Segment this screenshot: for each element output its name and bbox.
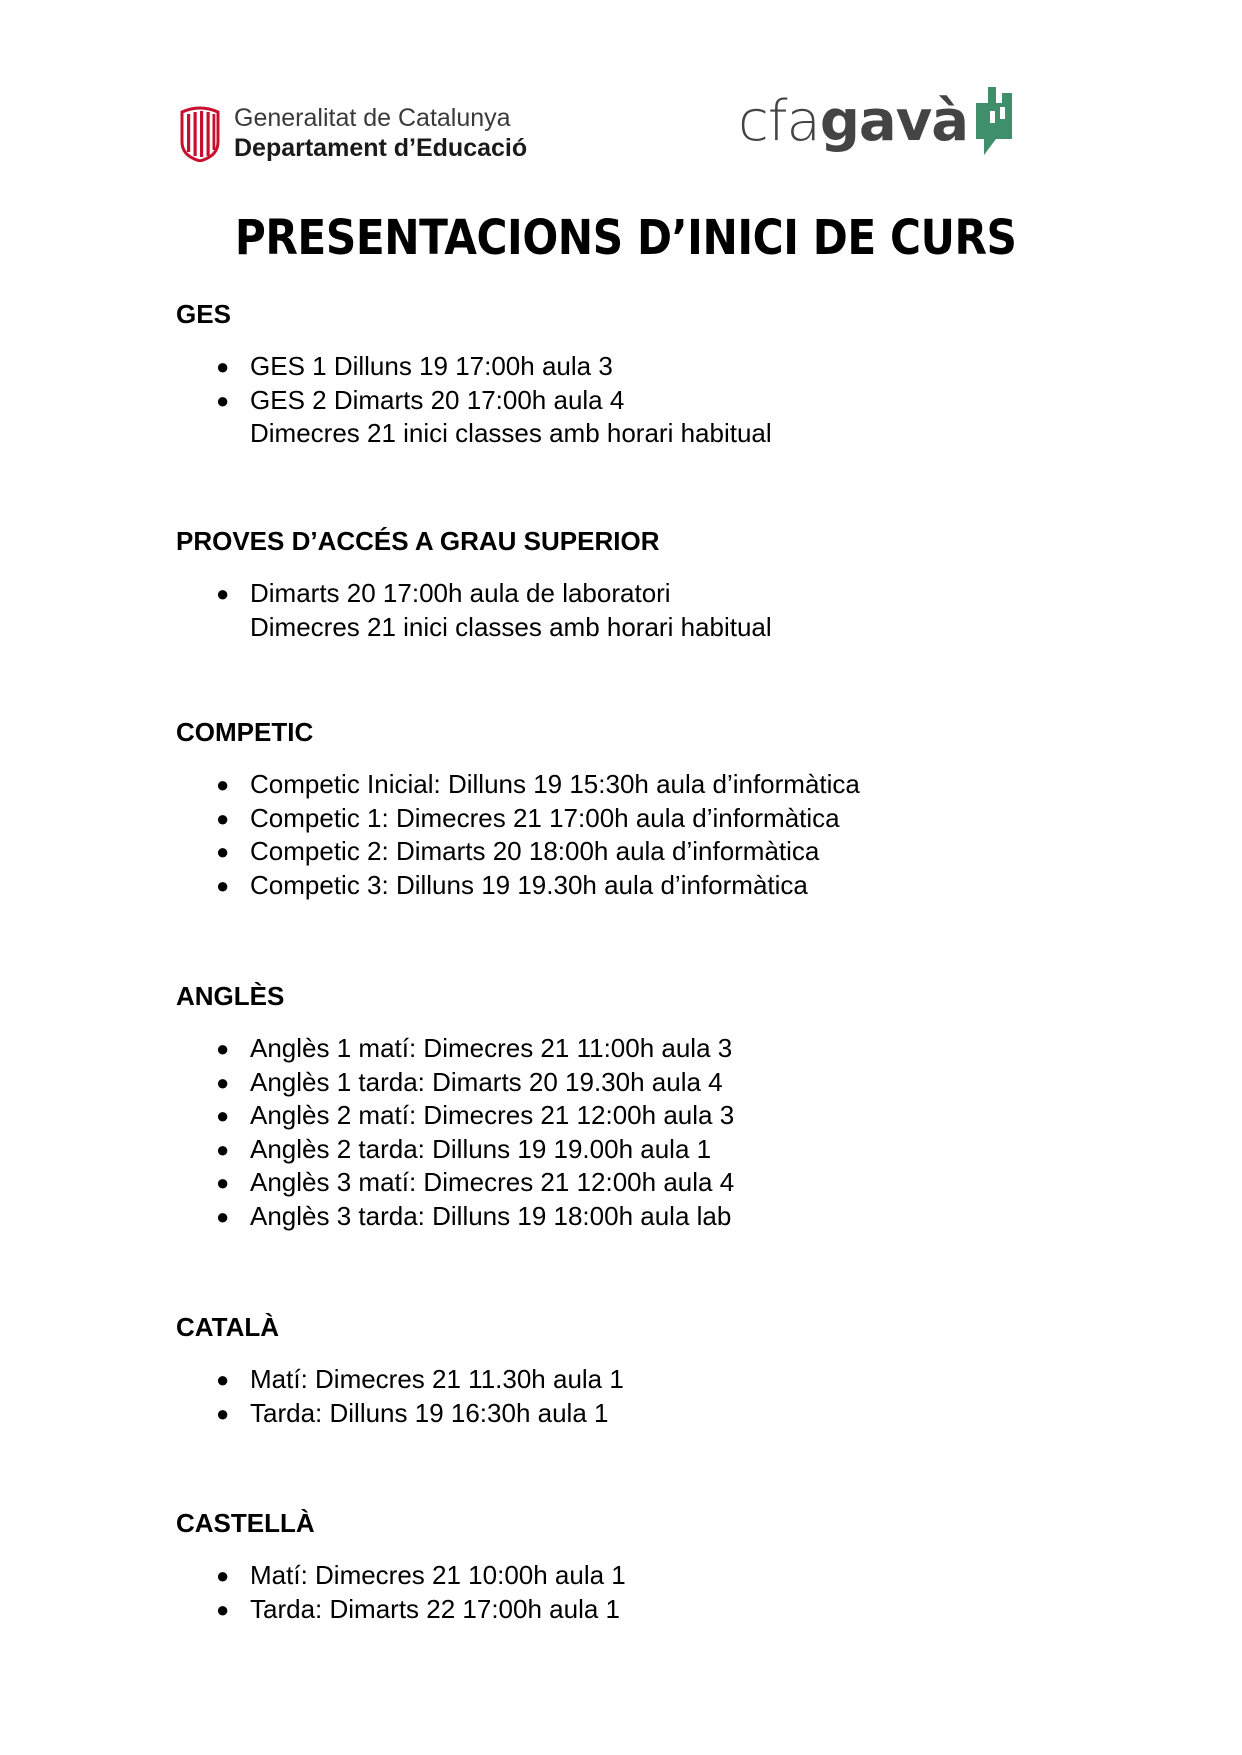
schedule-list bbox=[176, 1559, 1176, 1626]
schedule-list bbox=[176, 1363, 1176, 1430]
list-item: ● GES 2 Dimarts 20 17:00h aula 4 Dimecres 21 inici classes amb horari habitual bbox=[176, 384, 1176, 451]
generalitat-logo bbox=[178, 104, 527, 163]
list-item: ● Anglès 2 matí: Dimecres 21 12:00h aula 3 bbox=[176, 1099, 1176, 1133]
bullet-icon: ● bbox=[216, 387, 230, 413]
gava-logo-text: gavà bbox=[819, 88, 968, 154]
section-heading: ANGLÈS bbox=[176, 981, 285, 1011]
list-item: ● Matí: Dimecres 21 10:00h aula 1 bbox=[176, 1559, 1176, 1593]
section-heading: CASTELLÀ bbox=[176, 1508, 315, 1538]
castle-speech-bubble-icon bbox=[970, 83, 1018, 159]
cfa-logo-text: cfa bbox=[738, 88, 820, 154]
page-title: PRESENTACIONS D’INICI DE CURS bbox=[234, 210, 1017, 266]
bullet-icon: ● bbox=[216, 839, 230, 864]
section-catala bbox=[176, 1311, 1176, 1430]
section-heading: GES bbox=[176, 299, 231, 329]
section-heading: COMPETIC bbox=[176, 717, 314, 747]
section-proves-acces bbox=[176, 525, 1176, 644]
schedule-note: Dimecres 21 inici classes amb horari habitual bbox=[250, 418, 772, 448]
bullet-icon: ● bbox=[216, 581, 230, 606]
section-heading: PROVES D’ACCÉS A GRAU SUPERIOR bbox=[176, 526, 660, 556]
list-item: ● Anglès 2 tarda: Dilluns 19 19.00h aula 1 bbox=[176, 1133, 1176, 1167]
list-item: ● Anglès 1 tarda: Dimarts 20 19.30h aula 4 bbox=[176, 1066, 1176, 1100]
schedule-note: Dimecres 21 inici classes amb horari habitual bbox=[250, 611, 772, 642]
bullet-icon: ● bbox=[216, 805, 230, 831]
bullet-icon: ● bbox=[216, 1563, 230, 1588]
list-item: ● Competic Inicial: Dilluns 19 15:30h aula d’informàtica bbox=[176, 768, 1176, 802]
generalitat-emblem-icon bbox=[178, 106, 222, 162]
list-item: ● Competic 1: Dimecres 21 17:00h aula d’informàtica bbox=[176, 802, 1176, 836]
bullet-icon: ● bbox=[216, 872, 230, 898]
list-item: ● GES 1 Dilluns 19 17:00h aula 3 bbox=[176, 350, 1176, 384]
bullet-icon: ● bbox=[216, 1596, 230, 1622]
list-item: ● Tarda: Dilluns 19 16:30h aula 1 bbox=[176, 1397, 1176, 1431]
schedule-list bbox=[176, 577, 1176, 644]
list-item: ● Competic 2: Dimarts 20 18:00h aula d’informàtica bbox=[176, 835, 1176, 869]
schedule-list bbox=[176, 350, 1176, 451]
list-item: ● Dimarts 20 17:00h aula de laboratori Dimecres 21 inici classes amb horari habitual bbox=[176, 577, 1176, 644]
section-castella bbox=[176, 1507, 1176, 1626]
list-item: ● Anglès 3 tarda: Dilluns 19 18:00h aula lab bbox=[176, 1200, 1176, 1234]
department-name: Departament d’Educació bbox=[234, 133, 528, 162]
bullet-icon: ● bbox=[216, 1203, 230, 1229]
schedule-list bbox=[176, 768, 1176, 902]
list-item: ● Competic 3: Dilluns 19 19.30h aula d’informàtica bbox=[176, 869, 1176, 903]
bullet-icon: ● bbox=[216, 1170, 230, 1195]
bullet-icon: ● bbox=[216, 1400, 230, 1426]
bullet-icon: ● bbox=[216, 1367, 230, 1392]
list-item: ● Matí: Dimecres 21 11.30h aula 1 bbox=[176, 1363, 1176, 1397]
section-competic bbox=[176, 716, 1176, 902]
bullet-icon: ● bbox=[216, 1036, 230, 1061]
section-angles bbox=[176, 980, 1176, 1233]
cfa-gava-logo bbox=[738, 80, 1018, 162]
generalitat-name: Generalitat de Catalunya bbox=[234, 104, 511, 132]
section-ges bbox=[176, 298, 1176, 451]
list-item: ● Anglès 3 matí: Dimecres 21 12:00h aula 4 bbox=[176, 1166, 1176, 1200]
schedule-list bbox=[176, 1032, 1176, 1233]
list-item: ● Anglès 1 matí: Dimecres 21 11:00h aula 3 bbox=[176, 1032, 1176, 1066]
bullet-icon: ● bbox=[216, 772, 230, 797]
bullet-icon: ● bbox=[216, 1103, 230, 1128]
section-heading: CATALÀ bbox=[176, 1312, 280, 1342]
bullet-icon: ● bbox=[216, 1069, 230, 1095]
bullet-icon: ● bbox=[216, 354, 230, 379]
list-item: ● Tarda: Dimarts 22 17:00h aula 1 bbox=[176, 1593, 1176, 1627]
bullet-icon: ● bbox=[216, 1136, 230, 1162]
